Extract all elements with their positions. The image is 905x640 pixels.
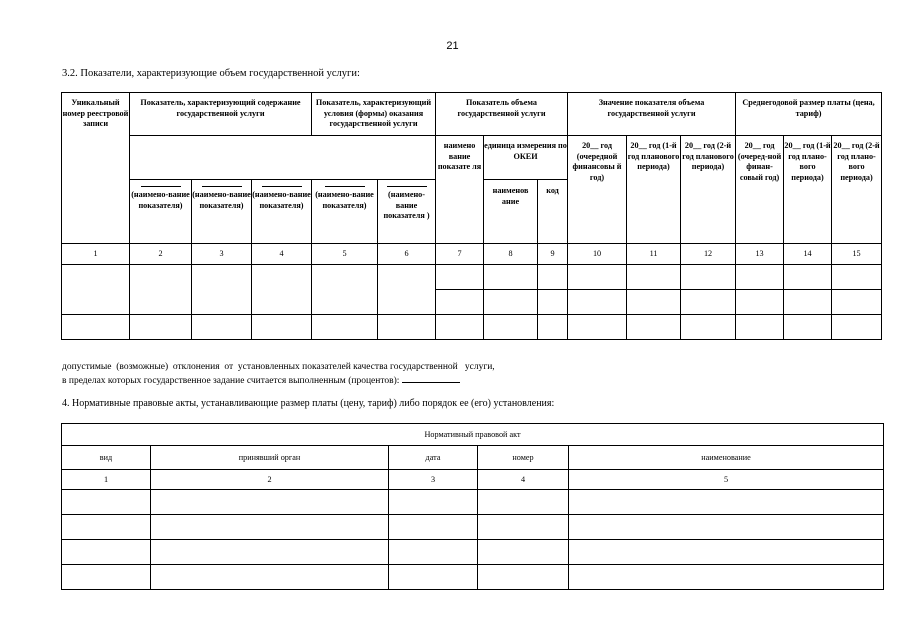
table-row [62, 515, 884, 540]
table-cell[interactable] [568, 265, 627, 290]
table-cell[interactable] [62, 515, 151, 540]
table-cell[interactable] [627, 290, 681, 315]
table-cell[interactable] [151, 490, 389, 515]
col-number: 15 [832, 244, 882, 265]
table-cell[interactable] [436, 315, 484, 340]
col-number: 13 [736, 244, 784, 265]
table-cell[interactable] [436, 290, 484, 315]
table-row [62, 315, 882, 340]
table-cell[interactable] [736, 315, 784, 340]
table-cell[interactable] [568, 290, 627, 315]
table-cell[interactable] [569, 540, 884, 565]
table-cell[interactable] [784, 290, 832, 315]
table-cell[interactable] [389, 515, 478, 540]
col-number: 7 [436, 244, 484, 265]
table-cell[interactable] [252, 265, 312, 315]
table-cell[interactable] [192, 315, 252, 340]
table-cell[interactable] [130, 315, 192, 340]
content-indicator-name-1: (наимено-вание показателя) [130, 180, 192, 244]
table-cell[interactable] [627, 265, 681, 290]
col-number: 11 [627, 244, 681, 265]
deviation-text-line-1: допустимые (возможные) отклонения от установленных показателей качества государственной услуги, [62, 362, 495, 372]
col-number: 8 [484, 244, 538, 265]
header-fee-year-2: 20__ год (1-й год плано-вого периода) [784, 136, 832, 244]
table-cell[interactable] [478, 515, 569, 540]
volume-indicators-table [61, 92, 882, 340]
table-cell[interactable] [478, 565, 569, 590]
table-cell[interactable] [681, 265, 736, 290]
header-okei-code: код [538, 180, 568, 244]
table-cell[interactable] [151, 515, 389, 540]
header-issuing-body: принявший орган [151, 446, 389, 470]
section-3-2-title: 3.2. Показатели, характеризующие объем государственной услуги: [62, 68, 360, 79]
col-number: 4 [252, 244, 312, 265]
table-cell[interactable] [569, 515, 884, 540]
col-number: 12 [681, 244, 736, 265]
col-number: 4 [478, 470, 569, 490]
table-cell[interactable] [681, 290, 736, 315]
header-okei-name: наименов ание [484, 180, 538, 244]
col-number: 6 [378, 244, 436, 265]
header-fee-year-3: 20__ год (2-й год плано-вого периода) [832, 136, 882, 244]
header-conditions-indicator: Показатель, характеризующий условия (формы) оказания государственной услуги [312, 93, 436, 136]
header-year-3: 20__ год (2-й год планового периода) [681, 136, 736, 244]
spacer-cell [130, 136, 436, 180]
table-cell[interactable] [484, 265, 538, 290]
table-row [62, 265, 882, 290]
col-number: 14 [784, 244, 832, 265]
header-year-2: 20__ год (1-й год планового периода) [627, 136, 681, 244]
col-number: 3 [389, 470, 478, 490]
table-cell[interactable] [62, 315, 130, 340]
table-row [62, 490, 884, 515]
table-cell[interactable] [569, 565, 884, 590]
table-cell[interactable] [151, 565, 389, 590]
table-cell[interactable] [62, 265, 130, 315]
content-indicator-name-3: (наимено-вание показателя) [252, 180, 312, 244]
legal-act-title: Нормативный правовой акт [62, 424, 884, 446]
table-cell[interactable] [538, 315, 568, 340]
table-cell[interactable] [627, 315, 681, 340]
table-cell[interactable] [62, 490, 151, 515]
table-cell[interactable] [389, 565, 478, 590]
col-number: 2 [130, 244, 192, 265]
col-number: 9 [538, 244, 568, 265]
table-cell[interactable] [389, 490, 478, 515]
col-number: 2 [151, 470, 389, 490]
table-cell[interactable] [538, 290, 568, 315]
table-cell[interactable] [62, 565, 151, 590]
header-volume-indicator: Показатель объема государственной услуги [436, 93, 568, 136]
table-cell[interactable] [832, 290, 882, 315]
header-okei-unit: единица измерения по ОКЕИ [484, 136, 568, 180]
table-cell[interactable] [484, 290, 538, 315]
table-cell[interactable] [784, 315, 832, 340]
header-unique-number: Уникальный номер реестровой записи [62, 93, 130, 244]
header-date: дата [389, 446, 478, 470]
deviation-percent-field[interactable] [402, 374, 460, 383]
table-cell[interactable] [568, 315, 627, 340]
header-name: наименование [569, 446, 884, 470]
condition-indicator-name-2: (наимено-вание показателя ) [378, 180, 436, 244]
header-volume-value: Значение показателя объема государственной услуги [568, 93, 736, 136]
table-cell[interactable] [538, 265, 568, 290]
table-cell[interactable] [378, 315, 436, 340]
table-cell[interactable] [436, 265, 484, 290]
table-cell[interactable] [478, 540, 569, 565]
page-number: 21 [446, 40, 459, 52]
section-4-title: 4. Нормативные правовые акты, устанавливающие размер платы (цену, тариф) либо порядок ее (его) установления: [62, 398, 555, 409]
table-cell[interactable] [784, 265, 832, 290]
table-cell[interactable] [736, 290, 784, 315]
table-cell[interactable] [62, 540, 151, 565]
column-numbers-row [62, 470, 884, 490]
table-cell[interactable] [378, 265, 436, 315]
table-cell[interactable] [569, 490, 884, 515]
col-number: 3 [192, 244, 252, 265]
deviation-text-line-2-label: в пределах которых государственное задание считается выполненным (процентов): [62, 376, 400, 386]
col-number: 1 [62, 470, 151, 490]
header-year-1: 20__ год (очередной финансовы й год) [568, 136, 627, 244]
col-number: 10 [568, 244, 627, 265]
condition-indicator-name-1: (наимено-вание показателя) [312, 180, 378, 244]
table-cell[interactable] [130, 265, 192, 315]
table-cell[interactable] [192, 265, 252, 315]
table-cell[interactable] [312, 265, 378, 315]
table-row [62, 565, 884, 590]
content-indicator-name-2: (наимено-вание показателя) [192, 180, 252, 244]
deviation-text-line-2 [62, 374, 460, 386]
header-number: номер [478, 446, 569, 470]
header-fee-year-1: 20__ год (очеред-ной финан-совый год) [736, 136, 784, 244]
table-cell[interactable] [312, 315, 378, 340]
header-content-indicator: Показатель, характеризующий содержание государственной услуги [130, 93, 312, 136]
header-type: вид [62, 446, 151, 470]
table-cell[interactable] [832, 265, 882, 290]
table-cell[interactable] [252, 315, 312, 340]
table-cell[interactable] [832, 315, 882, 340]
table-cell[interactable] [389, 540, 478, 565]
column-numbers-row [62, 244, 882, 265]
table-cell[interactable] [478, 490, 569, 515]
legal-acts-table [61, 423, 884, 590]
col-number: 1 [62, 244, 130, 265]
header-indicator-name: наимено вание показате ля [436, 136, 484, 244]
col-number: 5 [312, 244, 378, 265]
table-cell[interactable] [736, 265, 784, 290]
header-average-fee: Среднегодовой размер платы (цена, тариф) [736, 93, 882, 136]
table-cell[interactable] [484, 315, 538, 340]
table-row [62, 540, 884, 565]
table-cell[interactable] [151, 540, 389, 565]
table-cell[interactable] [681, 315, 736, 340]
col-number: 5 [569, 470, 884, 490]
